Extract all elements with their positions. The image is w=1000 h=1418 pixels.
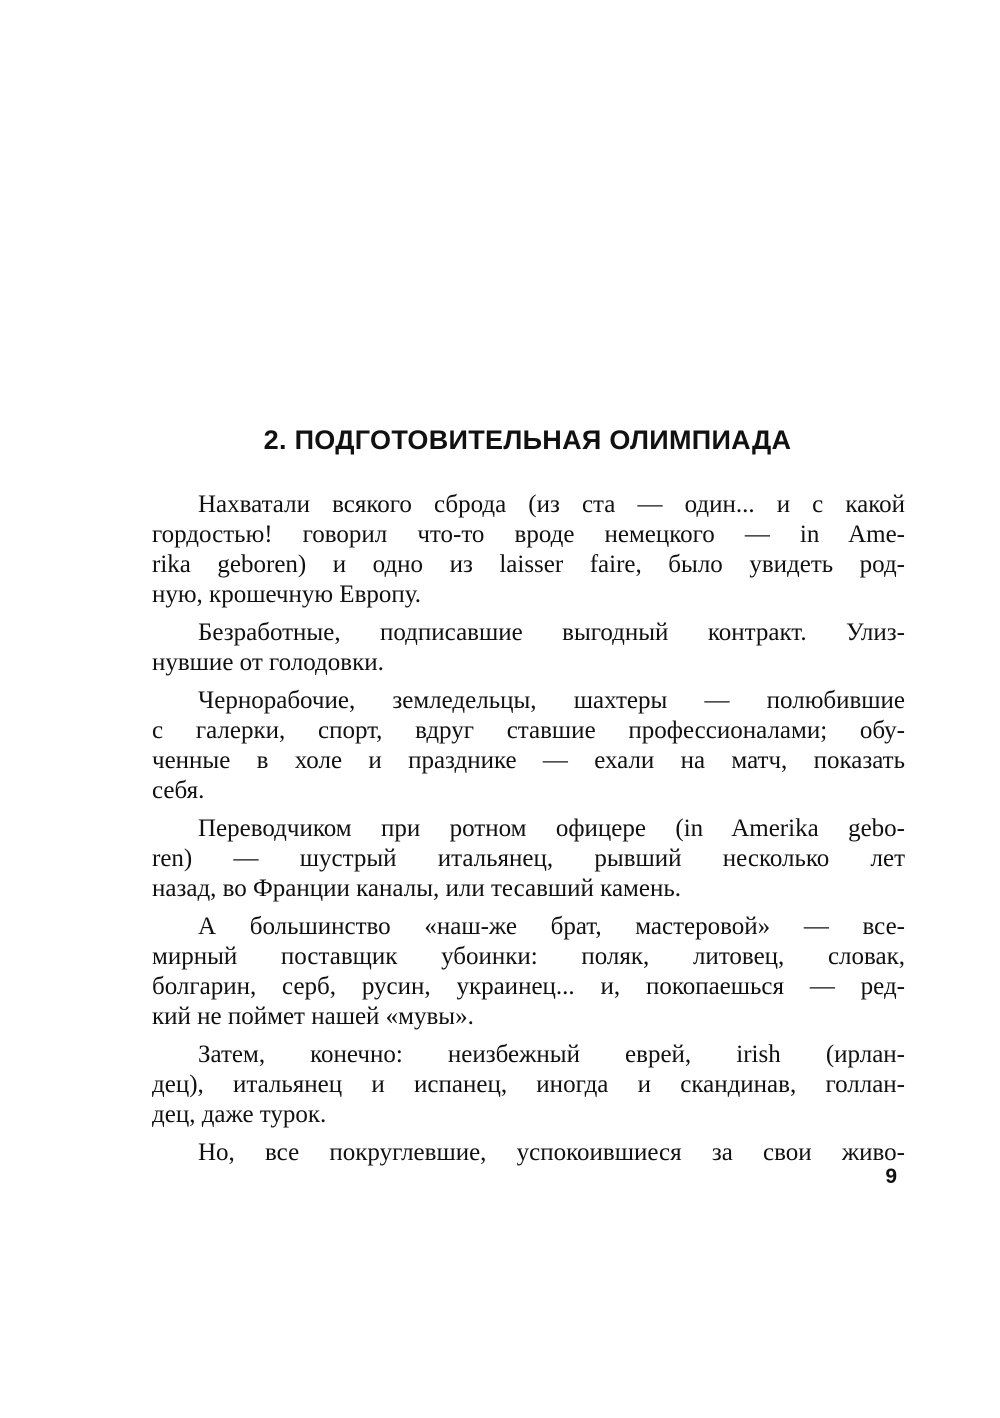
text-line: Нахватали всякого сброда (из ста — один... и с какой	[198, 491, 905, 518]
text-line: болгарин, серб, русин, украинец... и, покопаешься — ред-	[152, 973, 905, 1000]
text-line: кий не поймет нашей «мувы».	[152, 1003, 474, 1030]
text-line: мирный поставщик убоинки: поляк, литовец, словак,	[152, 943, 905, 970]
paragraph	[152, 1040, 905, 1130]
paragraph	[152, 814, 905, 904]
chapter-title: 2. ПОДГОТОВИТЕЛЬНАЯ ОЛИМПИАДА	[263, 425, 792, 455]
paragraph	[152, 686, 905, 806]
text-line: гордостью! говорил что-то вроде немецкого — in Ame-	[152, 521, 905, 548]
text-line: Но, все покруглевшие, успокоившиеся за свои живо-	[198, 1139, 905, 1166]
text-line: назад, во Франции каналы, или тесавший камень.	[152, 875, 681, 902]
text-line: дец), итальянец и испанец, иногда и скандинав, голлан-	[152, 1071, 905, 1098]
paragraph	[152, 912, 905, 1032]
text-line: нувшие от голодовки.	[152, 649, 384, 676]
text-line: Переводчиком при ротном офицере (in Amerika gebo-	[198, 815, 905, 842]
text-line: Затем, конечно: неизбежный еврей, irish (ирлан-	[198, 1041, 905, 1068]
paragraph	[152, 1138, 905, 1168]
text-line: Безработные, подписавшие выгодный контракт. Улиз-	[198, 619, 905, 646]
text-line: А большинство «наш-же брат, мастеровой» — все-	[198, 913, 905, 940]
text-line: rika geboren) и одно из laisser faire, было увидеть род-	[152, 551, 905, 578]
page-number: 9	[885, 1165, 897, 1188]
text-line: ную, крошечную Европу.	[152, 581, 422, 608]
text-line: Чернорабочие, земледельцы, шахтеры — полюбившие	[198, 687, 905, 714]
text-line: себя.	[152, 777, 205, 804]
text-line: дец, даже турок.	[152, 1101, 327, 1128]
text-line: ren) — шустрый итальянец, рывший несколько лет	[152, 845, 905, 872]
text-line: с галерки, спорт, вдруг ставшие профессионалами; обу-	[152, 717, 905, 744]
paragraph	[152, 490, 905, 610]
text-line: ченные в холе и празднике — ехали на матч, показать	[152, 747, 905, 774]
paragraph	[152, 618, 905, 678]
body-text	[152, 490, 905, 1168]
